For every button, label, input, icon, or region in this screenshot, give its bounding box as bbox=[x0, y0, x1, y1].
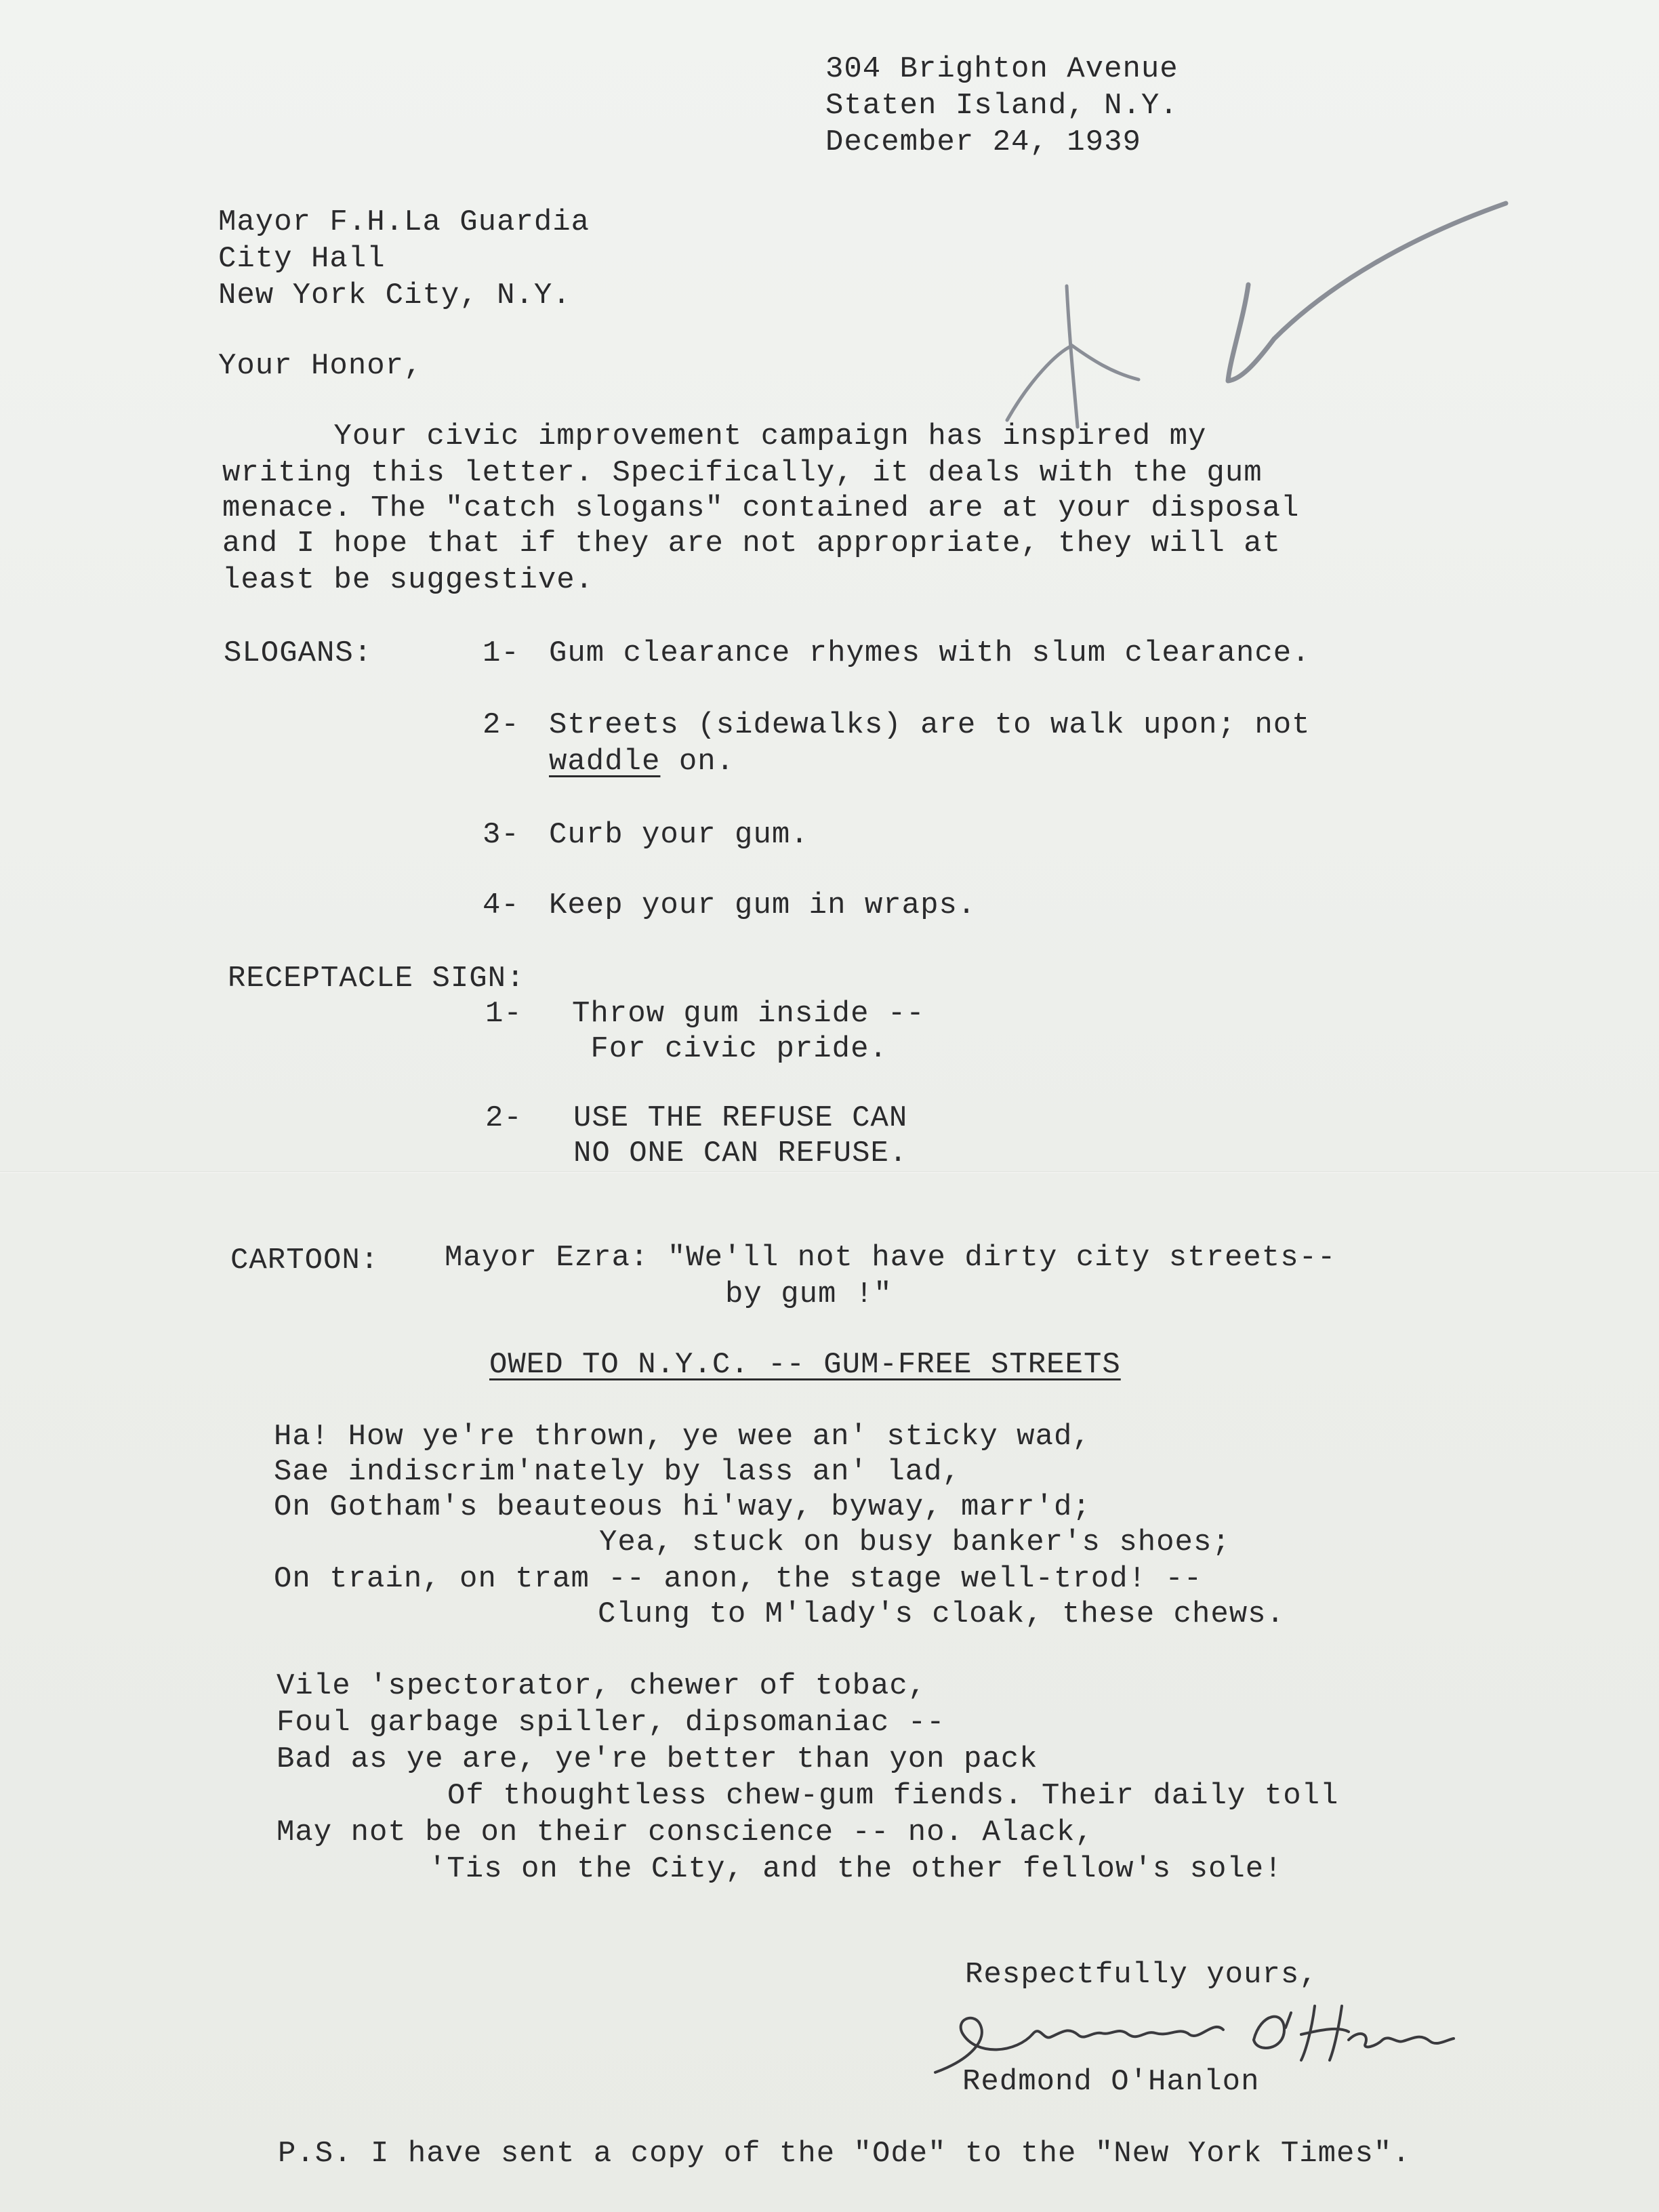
address-line: 304 Brighton Avenue bbox=[825, 52, 1179, 86]
poem-line: Sae indiscrim'nately by lass an' lad, bbox=[274, 1455, 961, 1489]
slogans-heading: SLOGANS: bbox=[224, 636, 373, 670]
receptacle-text: NO ONE CAN REFUSE. bbox=[573, 1136, 908, 1170]
address-line: Staten Island, N.Y. bbox=[825, 89, 1179, 123]
poem-title: OWED TO N.Y.C. -- GUM-FREE STREETS bbox=[489, 1348, 1121, 1382]
slogan-text: Curb your gum. bbox=[549, 818, 809, 852]
slogan-text-rest: on. bbox=[660, 745, 735, 779]
cartoon-caption: by gum !" bbox=[725, 1277, 893, 1311]
paragraph-line: least be suggestive. bbox=[222, 563, 594, 597]
paragraph-line: Your civic improvement campaign has inspired my bbox=[222, 419, 1207, 453]
poem-line: Of thoughtless chew-gum fiends. Their daily toll bbox=[447, 1779, 1339, 1813]
paragraph-line: and I hope that if they are not appropriate, they will at bbox=[222, 527, 1282, 560]
underlined-word: waddle bbox=[549, 745, 661, 779]
paragraph-line: menace. The "catch slogans" contained are at your disposal bbox=[222, 491, 1300, 525]
list-number: 1- bbox=[485, 997, 523, 1031]
poem-line: Vile 'spectorator, chewer of tobac, bbox=[276, 1669, 927, 1703]
slogan-text: Streets (sidewalks) are to walk upon; not bbox=[549, 708, 1311, 742]
slogan-text: Keep your gum in wraps. bbox=[549, 888, 977, 922]
receptacle-text: USE THE REFUSE CAN bbox=[573, 1101, 908, 1135]
list-number: 2- bbox=[483, 708, 520, 742]
poem-line: 'Tis on the City, and the other fellow's sole! bbox=[428, 1852, 1283, 1886]
list-number: 2- bbox=[485, 1101, 523, 1135]
pencil-k-mark bbox=[1007, 286, 1139, 427]
check-mark-icon bbox=[1228, 203, 1506, 381]
receptacle-text: Throw gum inside -- bbox=[572, 997, 925, 1031]
receptacle-text: For civic pride. bbox=[572, 1032, 888, 1066]
poem-line: On train, on tram -- anon, the stage well-trod! -- bbox=[274, 1562, 1203, 1596]
cartoon-heading: CARTOON: bbox=[230, 1244, 380, 1277]
poem-line: Foul garbage spiller, dipsomaniac -- bbox=[276, 1706, 945, 1740]
poem-line: Clung to M'lady's cloak, these chews. bbox=[598, 1597, 1285, 1631]
list-number: 4- bbox=[483, 888, 520, 922]
list-number: 1- bbox=[483, 636, 520, 670]
list-number: 3- bbox=[483, 818, 520, 852]
paragraph-line: writing this letter. Specifically, it deals with the gum bbox=[222, 456, 1263, 490]
salutation: Your Honor, bbox=[218, 349, 423, 383]
recipient-line: Mayor F.H.La Guardia bbox=[218, 205, 590, 239]
cartoon-caption: Mayor Ezra: "We'll not have dirty city streets-- bbox=[445, 1241, 1336, 1275]
recipient-line: New York City, N.Y. bbox=[218, 279, 571, 312]
poem-line: Yea, stuck on busy banker's shoes; bbox=[599, 1525, 1231, 1559]
receptacle-heading: RECEPTACLE SIGN: bbox=[228, 962, 525, 996]
poem-line: On Gotham's beauteous hi'way, byway, marr'd; bbox=[274, 1490, 1091, 1524]
recipient-line: City Hall bbox=[218, 242, 386, 276]
poem-line: Ha! How ye're thrown, ye wee an' sticky wad, bbox=[274, 1420, 1091, 1454]
postscript: P.S. I have sent a copy of the "Ode" to the "New York Times". bbox=[278, 2137, 1411, 2171]
slogan-text: Gum clearance rhymes with slum clearance. bbox=[549, 636, 1311, 670]
poem-line: Bad as ye are, ye're better than yon pack bbox=[276, 1742, 1038, 1776]
closing: Respectfully yours, bbox=[965, 1958, 1318, 1992]
poem-line: May not be on their conscience -- no. Alack, bbox=[276, 1816, 1094, 1849]
letter-date: December 24, 1939 bbox=[825, 125, 1141, 159]
typed-signature: Redmond O'Hanlon bbox=[962, 2065, 1260, 2099]
